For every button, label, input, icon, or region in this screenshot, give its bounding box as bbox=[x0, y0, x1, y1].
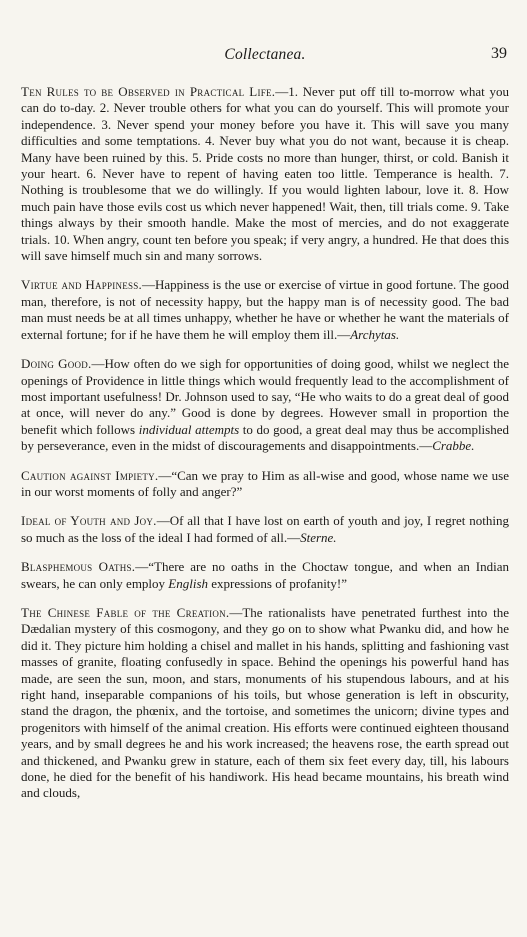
article-blasphemous-oaths bbox=[21, 559, 509, 592]
article-ten-rules bbox=[21, 84, 509, 264]
article-ideal-youth bbox=[21, 513, 509, 546]
article-heading: The Chinese Fable of the Creation. bbox=[21, 604, 230, 620]
article-body: to do good, a great deal may thus be accomplished by perseverance, even in the midst of discouragements and disappointments.— bbox=[21, 421, 509, 454]
article-body: —The rationalists have penetrated furthest into the Dædalian mystery of this cosmogony, and they go on to show what Pwanku did, and how he did it. They picture him holding a chisel and mallet in his hands, splitting and fashioning vast masses of granite, floating confusedly in space. Behind the openings his powerful hand has made, are seen the sun, moon, and stars, monuments of his stupendous labours, and at his right hand, inseparable companions of his toils, but whose generation is left in obscurity, stand the dragon, the phœnix, and the tortoise, and sometimes the unicorn; divine types and progenitors with himself of the animal creation. His efforts were continued eighteen thousand years, and by small degrees he and his work increased; the heavens rose, the earth spread out and thickened, and Pwanku grew in stature, each of them six feet every day, till, his labours done, he died for the benefit of his handiwork. His head became mountains, his breath wind and clouds, bbox=[21, 604, 509, 801]
article-heading: Doing Good. bbox=[21, 356, 92, 372]
article-body: —How often do we sigh for opportunities of doing good, whilst we neglect the openings of Providence in little things which would frequently lead to the accomplishment of most important usefulness! Dr. Johnson used to say, “He who waits to do a great deal of good at once, will never do any.” Good is done by degrees. However small in proportion the benefit which follows bbox=[21, 356, 509, 437]
article-emphasis: English bbox=[168, 575, 209, 591]
article-heading: Caution against Impiety. bbox=[21, 467, 159, 483]
article-body: —Of all that I have lost on earth of youth and joy, I regret nothing so much as the loss of the ideal I had formed of all.— bbox=[21, 513, 509, 545]
article-chinese-fable bbox=[21, 605, 509, 802]
running-title: Collectanea. bbox=[224, 46, 306, 63]
article-source: Sterne. bbox=[300, 529, 337, 545]
article-source: Archytas. bbox=[350, 326, 400, 342]
article-source: Crabbe. bbox=[432, 438, 475, 454]
page-header bbox=[21, 0, 509, 63]
article-body: —“Can we pray to Him as all-wise and good, whose name we use in our worst moments of folly and anger?” bbox=[21, 467, 509, 499]
article-heading: Ten Rules to be Observed in Practical Life. bbox=[21, 84, 276, 99]
article-body: —Happiness is the use or exercise of virtue in good fortune. The good man, therefore, is not of necessity happy, but the happy man is of necessity good. The bad man must needs be at all times unhappy, whether he have or whether he want the materials of external fortune; for if he have them he will employ them ill.— bbox=[21, 277, 509, 342]
page-number: 39 bbox=[491, 45, 507, 62]
article-body: —1. Never put off till to-morrow what you can do to-day. 2. Never trouble others for what you can do yourself. This will promote your independence. 3. Never spend your money before you have it. This will save you many difficulties and some temptations. 4. Never buy what you do not want, because it is cheap. Many have been ruined by this. 5. Pride costs no more than hunger, thirst, or cold. Banish it your heart. 6. Never have to repent of having eaten too little. Temperance is health. 7. Nothing is troublesome that we do willingly. If you would lighten labour, love it. 8. How much pain have those evils cost us which never happened! Wait, then, till trials come. 9. Take things always by their smooth handle. Make the most of mercies, and do not exaggerate trials. 10. When angry, count ten before you speak; if very angry, a hundred. He that does this will save himself much sin and many sorrows. bbox=[21, 84, 509, 264]
article-heading: Virtue and Happiness. bbox=[21, 277, 142, 293]
article-body: expressions of profanity!” bbox=[208, 575, 348, 591]
article-body: —“There are no oaths in the Choctaw tongue, and when an Indian swears, he can only employ bbox=[21, 559, 509, 591]
article-heading: Blasphemous Oaths. bbox=[21, 559, 136, 575]
article-emphasis: individual attempts bbox=[138, 421, 240, 437]
article-virtue-happiness bbox=[21, 277, 509, 343]
article-caution-impiety bbox=[21, 468, 509, 501]
article-heading: Ideal of Youth and Joy. bbox=[21, 513, 157, 529]
article-doing-good bbox=[21, 356, 509, 454]
